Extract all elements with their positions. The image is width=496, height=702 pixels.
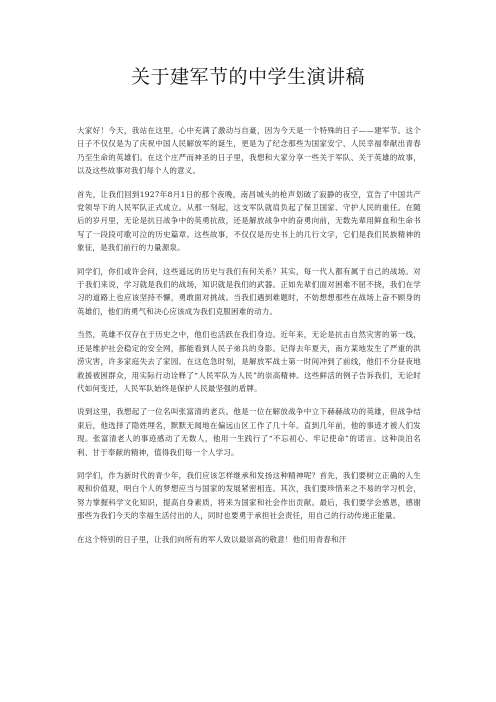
paragraph-3: 同学们，你们或许会问，这些遥远的历史与我们有何关系？其实，每一代人都有属于自己的战场。对于我们来说，学习就是我们的战场，知识就是我们的武器。正如先辈们面对困难不屈不挠，我们在学习的道路上也应该坚持不懈，勇敢面对挑战。当我们遇到难题时，不妨想想那些在战场上奋不顾身的英雄们，他们的勇气和决心应该成为我们克服困难的动力。 — [77, 266, 421, 316]
paragraph-6: 同学们，作为新时代的青少年，我们应该怎样继承和发扬这种精神呢？首先，我们要树立正确的人生观和价值观，明白个人的梦想应当与国家的发展紧密相连。其次，我们要珍惜来之不易的学习机会，努力掌握科学文化知识，提高自身素质，将来为国家和社会作出贡献。最后，我们要学会感恩，感谢那些为我们今天的幸福生活付出的人，同时也要勇于承担社会责任，用自己的行动传递正能量。 — [77, 470, 421, 521]
paragraph-1: 大家好！今天，我站在这里，心中充满了激动与自豪，因为今天是一个特殊的日子——建军节。这个日子不仅仅是为了庆祝中国人民解放军的诞生，更是为了纪念那些为国家安宁、人民幸福奉献出青春乃至生命的英雄们。在这个庄严而神圣的日子里，我想和大家分享一些关于军队、关于英雄的故事，以及这些故事对我们每个人的意义。 — [77, 126, 421, 176]
paragraph-7: 在这个特别的日子里，让我们向所有的军人致以最崇高的敬意！他们用青春和汗 — [77, 534, 347, 544]
paragraph-4: 当然，英雄不仅存在于历史之中，他们也活跃在我们身边。近年来，无论是抗击自然灾害的第一线，还是维护社会稳定的安全网，都能看到人民子弟兵的身影。记得去年夏天，南方某地发生了严重的洪涝灾害，许多家庭失去了家园。在这危急时刻，是解放军战士第一时间冲到了前线，他们不分昼夜地救援被困群众，用实际行动诠释了“人民军队为人民”的崇高精神。这些鲜活的例子告诉我们，无论时代如何变迁，人民军队始终是保护人民最坚强的盾牌。 — [77, 330, 421, 393]
document-body — [77, 124, 421, 556]
paragraph-5: 说到这里，我想起了一位名叫张富清的老兵。他是一位在解放战争中立下赫赫战功的英雄，但战争结束后，他选择了隐姓埋名，默默无闻地在偏远山区工作了几十年。直到几年前，他的事迹才被人们发现。张富清老人的事迹感动了无数人，他用一生践行了“不忘初心、牢记使命”的诺言。这种淡泊名利、甘于奉献的精神，值得我们每一个人学习。 — [77, 407, 421, 457]
document-title: 关于建军节的中学生演讲稿 — [130, 66, 365, 88]
paragraph-2: 首先，让我们回到1927年8月1日的那个夜晚，南昌城头的枪声划破了寂静的夜空，宣告了中国共产党领导下的人民军队正式成立。从那一刻起，这支军队就肩负起了保卫国家、守护人民的重任。在随后的岁月里，无论是抗日战争中的英勇抗敌，还是解放战争中的奋勇向前，无数先辈用鲜血和生命书写了一段段可歌可泣的历史篇章。这些故事，不仅仅是历史书上的几行文字，它们是我们民族精神的象征，是我们前行的力量源泉。 — [77, 189, 421, 253]
